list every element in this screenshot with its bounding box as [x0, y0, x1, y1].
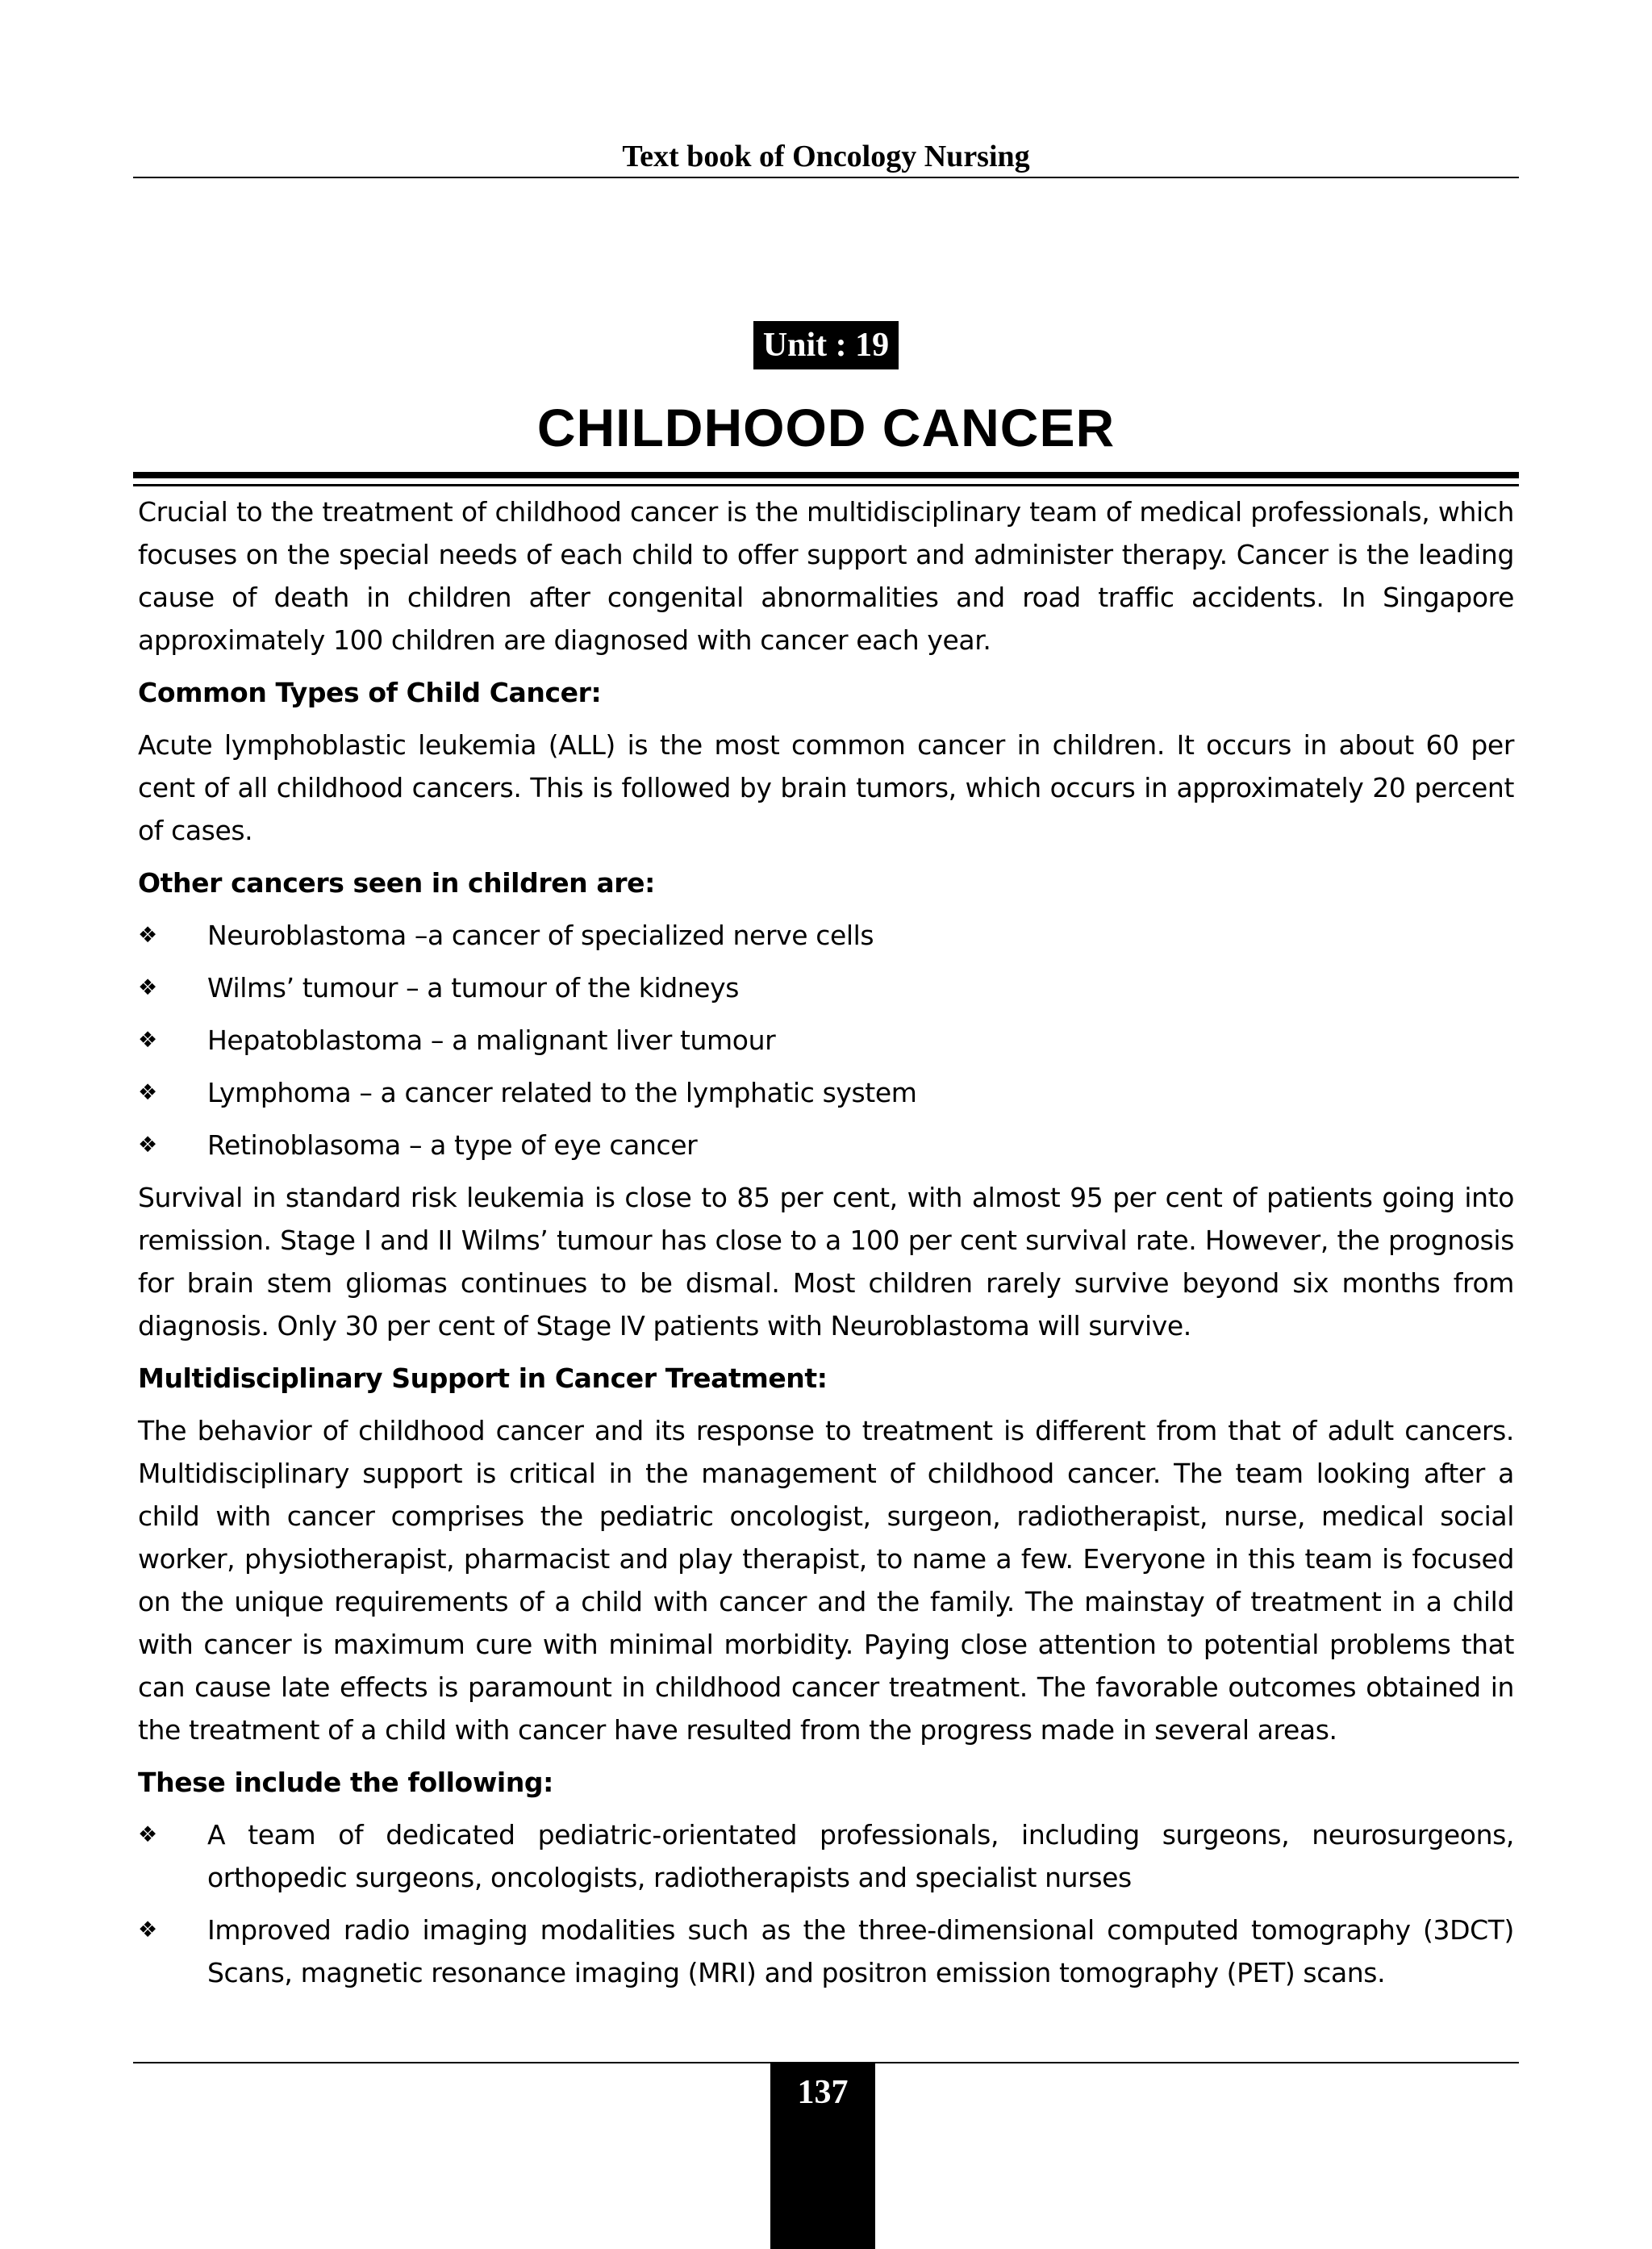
list-item-text: A team of dedicated pediatric-orientated professionals, including surgeons, neurosurgeons, orthopedic surgeons, oncologists, radiotherapists and specialist nurses: [207, 1819, 1514, 1893]
list-item-text: Retinoblasoma – a type of eye cancer: [207, 1129, 698, 1161]
title-rule-thin: [133, 484, 1519, 486]
list-item-text: Wilms’ tumour – a tumour of the kidneys: [207, 972, 740, 1003]
intro-paragraph: Crucial to the treatment of childhood cancer is the multidisciplinary team of medical professionals, which focuses on the special needs of each child to offer support and administer therapy. Cancer is the leading cause of death in children after congenital abnormalities and road traffic accidents. In Singapore approximately 100 children are diagnosed with cancer each year.: [138, 496, 1514, 656]
survival-paragraph: Survival in standard risk leukemia is close to 85 per cent, with almost 95 per cent of patients going into remission. Stage I and II Wilms’ tumour has close to a 100 per cent survival rate. However, the prognosis for brain stem gliomas continues to be dismal. Most children rarely survive beyond six months from diagnosis. Only 30 per cent of Stage IV patients with Neuroblastoma will survive.: [138, 1182, 1514, 1341]
section-heading-common-types: Common Types of Child Cancer:: [138, 677, 602, 708]
list-item: [138, 1019, 1514, 1062]
list-item: [138, 1909, 1514, 1994]
list-item: [138, 1813, 1514, 1899]
multidisciplinary-paragraph: The behavior of childhood cancer and its response to treatment is different from that of adult cancers. Multidisciplinary support is critical in the management of childhood cancer. The team looking after a child with cancer comprises the pediatric oncologist, surgeon, radiotherapist, nurse, medical social worker, physiotherapist, pharmacist and play therapist, to name a few. Everyone in this team is focused on the unique requirements of a child with cancer and the family. The mainstay of treatment in a child with cancer is maximum cure with minimal morbidity. Paying close attention to potential problems that can cause late effects is paramount in childhood cancer treatment. The favorable outcomes obtained in the treatment of a child with cancer have resulted from the progress made in several areas.: [138, 1415, 1514, 1746]
unit-badge: Unit : 19: [753, 321, 899, 369]
diamond-bullet-icon: ❖: [138, 1917, 157, 1942]
list-item-text: Lymphoma – a cancer related to the lymphatic system: [207, 1077, 917, 1108]
diamond-bullet-icon: ❖: [138, 923, 157, 948]
diamond-bullet-icon: ❖: [138, 1822, 157, 1847]
title-rule-thick: [133, 472, 1519, 478]
section-heading-other-cancers: Other cancers seen in children are:: [138, 867, 655, 899]
diamond-bullet-icon: ❖: [138, 975, 157, 1000]
common-types-paragraph: Acute lymphoblastic leukemia (ALL) is the most common cancer in children. It occurs in about 60 per cent of all childhood cancers. This is followed by brain tumors, which occurs in approximately 20 percent of cases.: [138, 729, 1514, 846]
page-body: [138, 490, 1514, 2004]
list-item: [138, 966, 1514, 1009]
diamond-bullet-icon: ❖: [138, 1080, 157, 1105]
page-number: 137: [797, 2074, 849, 2111]
chapter-title: CHILDHOOD CANCER: [536, 398, 1116, 457]
diamond-bullet-icon: ❖: [138, 1028, 157, 1053]
list-item: [138, 1071, 1514, 1114]
list-item-text: Improved radio imaging modalities such as the three-dimensional computed tomography (3DCT) Scans, magnetic resonance imaging (MRI) and positron emission tomography (PET) scans.: [207, 1914, 1514, 1988]
section-heading-multidisciplinary: Multidisciplinary Support in Cancer Treatment:: [138, 1362, 828, 1394]
list-item-text: Hepatoblastoma – a malignant liver tumour: [207, 1024, 776, 1056]
list-item-text: Neuroblastoma –a cancer of specialized nerve cells: [207, 920, 874, 951]
list-item: [138, 914, 1514, 957]
diamond-bullet-icon: ❖: [138, 1133, 157, 1158]
header-divider: [133, 177, 1519, 178]
list-item: [138, 1124, 1514, 1166]
page-number-tab: [770, 2063, 875, 2249]
book-title: Text book of Oncology Nursing: [622, 140, 1030, 173]
section-heading-following: These include the following:: [138, 1767, 553, 1798]
